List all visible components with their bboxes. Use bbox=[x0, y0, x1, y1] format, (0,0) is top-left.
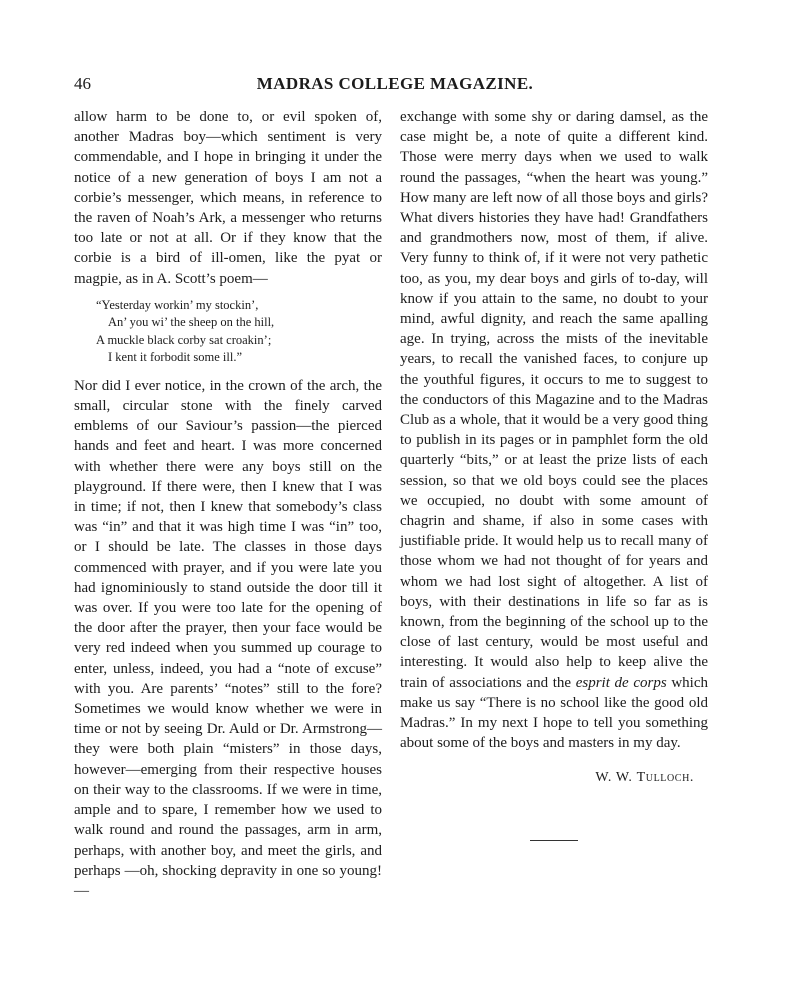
end-rule bbox=[530, 840, 578, 841]
right-paragraph-text-b: which make us say “There is no school like the good old Madras.” In my next I hope to tell you something about some of the boys and masters in my day. bbox=[400, 674, 708, 752]
right-column bbox=[400, 107, 708, 841]
right-paragraph-text-a: exchange with some shy or daring damsel, as the case might be, a note of quite a different kind. Those were merry days when we used to walk round the passages, “when the heart was young.” How many are left now of all those boys and girls? What divers histories they have had! Grandfathers and grandmothers now, most of them, if alive. Very funny to think of, if it were not very pathetic too, as you, my dear boys and girls of to-day, will know if you attain to the same, no doubt to your mind, awful dignity, and reach the same apalling age. In trying, across the mists of the inevitable years, to recall the vanished faces, to conjure up the youthful figures, it occurs to me to suggest to the conductors of this Magazine and to the Madras Club as a whole, that it would be a very good thing to publish in its pages or in pamphlet form the old quarterly “bits,” or at least the prize lists of each session, so that we old boys could see the places we occupied, no doubt with some amount of chagrin and shame, if also in some cases with justifiable pride. It would help us to recall many of those whom we had not thought of for years and whom we had lost sight of altogether. A list of boys, with their destinations in life so far as is known, from the beginning of the school up to the close of last century, would be most useful and interesting. It would also help to keep alive the train of associations and the bbox=[400, 109, 708, 691]
right-paragraph-1 bbox=[400, 107, 708, 754]
left-column bbox=[74, 107, 382, 901]
left-paragraph-1: allow harm to be done to, or evil spoken of, another Madras boy—which sentiment is very commendable, and I hope in bringing it under the notice of a new generation of boys I am not a corbie’s messenger, which means, in reference to the raven of Noah’s Ark, a messenger who returns too late or not at all. Or if they know that the corbie is a bird of ill-omen, like the pyat or magpie, as in A. Scott’s poem— bbox=[74, 109, 382, 287]
italic-phrase: esprit de corps bbox=[575, 674, 667, 691]
page-header bbox=[74, 74, 716, 96]
page-number: 46 bbox=[74, 74, 91, 93]
running-title: MADRAS COLLEGE MAGAZINE. bbox=[256, 74, 534, 93]
signature-surname: Tulloch. bbox=[636, 769, 694, 785]
poem-line-1: “Yesterday workin’ my stockin’, bbox=[96, 297, 259, 312]
left-paragraph-2: Nor did I ever notice, in the crown of the arch, the small, circular stone with the finely carved emblems of our Saviour’s passion—the pierced hands and feet and heart. I was more concerned with whether there were any boys still on the playground. If there were, then I knew that I was in time; if not, then I knew that somebody’s class was “in” and that it was high time I was “in” too, or I should be late. The classes in those days commenced with prayer, and if you were late you had ignominiously to stand outside the door till it was over. If you were too late for the opening of the door after the prayer, then your face would be very red indeed when you summed up courage to enter, unless, indeed, you had a “note of excuse” with you. Are parents’ “notes” still to the fore? Sometimes we would know whether we were in time or not by seeing Dr. Auld or Dr. Armstrong—they were both plain “misters” in those days, however—emerging from their respective houses on their way to the classrooms. If we were in time, ample and to spare, I remember how we used to walk round and round the passages, arm in arm, perhaps, with another boy, and meet the girls, and perhaps —oh, shocking depravity in one so young!— bbox=[74, 377, 382, 899]
poem-line-4: I kent it forbodit some ill.” bbox=[108, 350, 243, 365]
poem-quote bbox=[96, 297, 382, 367]
signature-initials: W. W. bbox=[595, 769, 637, 785]
author-signature bbox=[400, 768, 708, 788]
poem-line-2: An’ you wi’ the sheep on the hill, bbox=[108, 315, 275, 330]
poem-line-3: A muckle black corby sat croakin’; bbox=[96, 332, 272, 347]
